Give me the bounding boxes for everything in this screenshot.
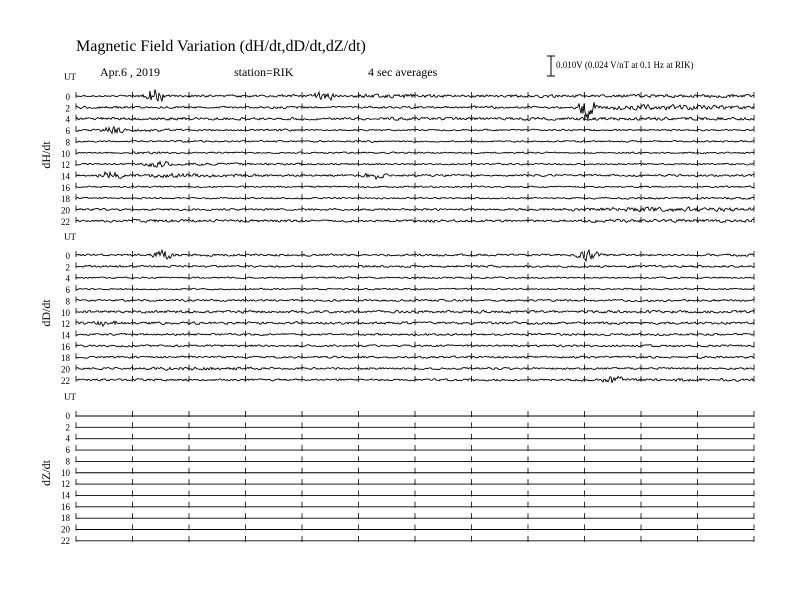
row-label-0: 0 [65, 411, 70, 421]
row-label-14: 14 [61, 171, 70, 182]
row-label-14: 14 [61, 330, 70, 341]
row-label-14: 14 [61, 490, 70, 501]
row-label-2: 2 [65, 262, 70, 273]
row-label-16: 16 [61, 501, 70, 512]
scale-label: 0.010V (0.024 V/nT at 0.1 Hz at RIK) [556, 60, 694, 70]
row-label-10: 10 [61, 148, 70, 159]
row-label-8: 8 [65, 456, 70, 467]
panel-dd-dt [39, 232, 754, 386]
row-label-6: 6 [65, 126, 70, 137]
row-label-12: 12 [61, 319, 70, 330]
row-label-16: 16 [61, 341, 70, 352]
station-label: station=RIK [234, 65, 294, 79]
row-label-18: 18 [61, 194, 70, 205]
row-label-6: 6 [65, 285, 70, 296]
row-label-2: 2 [65, 422, 70, 433]
ut-label: UT [64, 392, 76, 402]
y-axis-label: dZ/dt [39, 460, 53, 486]
panel-dh-dt [39, 72, 754, 227]
row-label-6: 6 [65, 445, 70, 456]
row-label-18: 18 [61, 353, 70, 364]
row-label-8: 8 [65, 137, 70, 148]
row-label-4: 4 [65, 114, 70, 125]
row-label-16: 16 [61, 182, 70, 193]
row-label-20: 20 [61, 205, 70, 216]
row-label-20: 20 [61, 364, 70, 375]
row-label-0: 0 [65, 92, 70, 102]
row-label-20: 20 [61, 524, 70, 535]
row-label-2: 2 [65, 103, 70, 114]
panel-dz-dt [39, 392, 754, 546]
ut-label: UT [64, 72, 76, 82]
row-label-12: 12 [61, 479, 70, 490]
row-label-8: 8 [65, 296, 70, 307]
row-label-4: 4 [65, 433, 70, 444]
date-label: Apr.6 , 2019 [100, 65, 160, 79]
row-label-4: 4 [65, 273, 70, 284]
row-label-10: 10 [61, 307, 70, 318]
row-label-22: 22 [61, 375, 70, 386]
ut-label: UT [64, 232, 76, 242]
row-label-10: 10 [61, 467, 70, 478]
row-label-12: 12 [61, 160, 70, 171]
row-label-22: 22 [61, 216, 70, 227]
row-label-18: 18 [61, 513, 70, 524]
row-label-0: 0 [65, 251, 70, 261]
row-label-22: 22 [61, 535, 70, 546]
trace-hour-0 [76, 90, 754, 102]
averaging-label: 4 sec averages [368, 65, 438, 79]
scale-bar [547, 56, 555, 76]
y-axis-label: dD/dt [39, 299, 53, 327]
y-axis-label: dH/dt [39, 141, 53, 169]
chart-title: Magnetic Field Variation (dH/dt,dD/dt,dZ/dt) [76, 38, 366, 55]
